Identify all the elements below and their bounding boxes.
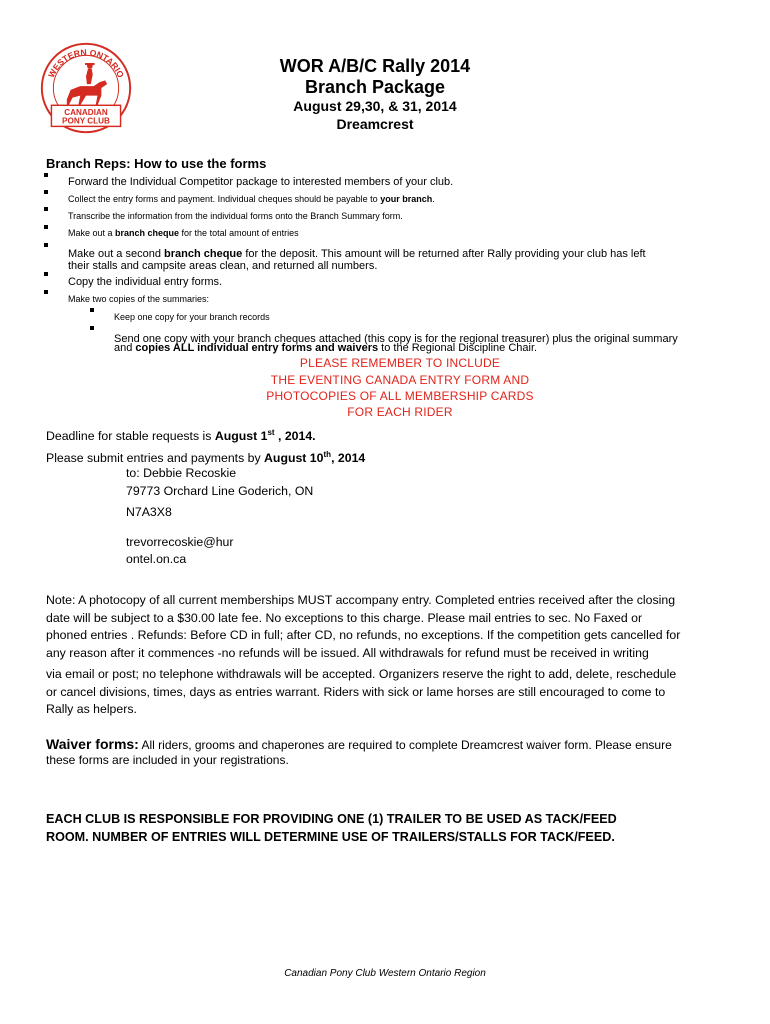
bullet-icon (44, 290, 48, 294)
step-deposit-line2: their stalls and campsite areas clean, and returned all numbers. (68, 260, 378, 272)
step-forward: Forward the Individual Competitor package to interested members of your club. (68, 176, 454, 188)
address-postal: N7A3X8 (126, 505, 172, 519)
bullet-icon (44, 173, 48, 177)
trailer-notice-line2: ROOM. NUMBER OF ENTRIES WILL DETERMINE USE OF TRAILERS/STALLS FOR TACK/FEED. (46, 830, 615, 844)
bullet-icon (44, 272, 48, 276)
page-footer: Canadian Pony Club Western Ontario Region (284, 968, 486, 979)
step-deposit: Make out a second branch cheque for the deposit. This amount will be returned after Rally providing your club has left (68, 248, 646, 260)
reminder-line4: FOR EACH RIDER (347, 405, 453, 419)
trailer-notice-line1: EACH CLUB IS RESPONSIBLE FOR PROVIDING ONE (1) TRAILER TO BE USED AS TACK/FEED (46, 812, 617, 826)
address-to: to: Debbie Recoskie (126, 466, 237, 480)
address-street: 79773 Orchard Line Goderich, ON (126, 484, 314, 498)
event-dates: August 29,30, & 31, 2014 (293, 98, 457, 114)
bullet-icon (44, 243, 48, 247)
waiver-line2: these forms are included in your registrations. (46, 753, 289, 767)
logo-ring-text: WESTERN ONTARIO (46, 47, 126, 80)
branch-reps-heading: Branch Reps: How to use the forms (46, 156, 267, 171)
step-cheque: Make out a branch cheque for the total amount of entries (68, 228, 299, 238)
note-paragraph-continued: via email or post; no telephone withdrawals will be accepted. Organizers reserve the right to add, delete, reschedule or cancel divisions, times, days as entries warrant. Riders with sick or lame horses are still encouraged to come to Rally as helpers. (46, 667, 677, 716)
sub-keep-copy: Keep one copy for your branch records (114, 312, 270, 322)
address-email-line1: trevorrecoskie@hur (126, 535, 234, 549)
logo-banner-line1: CANADIAN (64, 107, 108, 117)
bullet-icon (44, 190, 48, 194)
bullet-icon (90, 326, 94, 330)
sub-send-copy-line2: and copies ALL individual entry forms and waivers to the Regional Discipline Chair. (114, 342, 538, 354)
page-title: WOR A/B/C Rally 2014 (279, 56, 471, 76)
logo-banner-line2: PONY CLUB (62, 116, 110, 126)
reminder-line1: PLEASE REMEMBER TO INCLUDE (299, 356, 501, 370)
step-collect: Collect the entry forms and payment. Individual cheques should be payable to your branch. (68, 194, 435, 204)
reminder-line2: THE EVENTING CANADA ENTRY FORM AND (270, 373, 530, 387)
step-copy: Copy the individual entry forms. (68, 276, 223, 288)
bullet-icon (44, 207, 48, 211)
submit-deadline: Please submit entries and payments by August 10th, 2014 (46, 450, 366, 466)
stable-deadline: Deadline for stable requests is August 1st , 2014. (46, 428, 316, 444)
bullet-icon (44, 225, 48, 229)
step-summaries: Make two copies of the summaries: (68, 294, 210, 304)
note-paragraph: Note: A photocopy of all current memberships MUST accompany entry. Completed entries received after the closing date will be subject to a $30.00 late fee. No exceptions to this charge. Please mail entries to sec. No Faxed or phoned entries . Refunds: Before CD in full; after CD, no refunds, no exceptions. If the competition gets cancelled for any reason after it commences -no refunds will be issued. All withdrawals for refund must be received in writing (46, 593, 681, 660)
event-venue: Dreamcrest (336, 116, 414, 132)
sub-send-copy: Send one copy with your branch cheques attached (this copy is for the regional treasurer) plus the original summary (114, 333, 678, 345)
step-transcribe: Transcribe the information from the individual forms onto the Branch Summary form. (68, 211, 403, 221)
page-subtitle: Branch Package (304, 77, 446, 97)
address-email-line2: ontel.on.ca (126, 552, 187, 566)
reminder-line3: PHOTOCOPIES OF ALL MEMBERSHIP CARDS (266, 389, 534, 403)
bullet-icon (90, 308, 94, 312)
waiver-section: Waiver forms: All riders, grooms and chaperones are required to complete Dreamcrest waiver form. Please ensure (46, 736, 672, 752)
